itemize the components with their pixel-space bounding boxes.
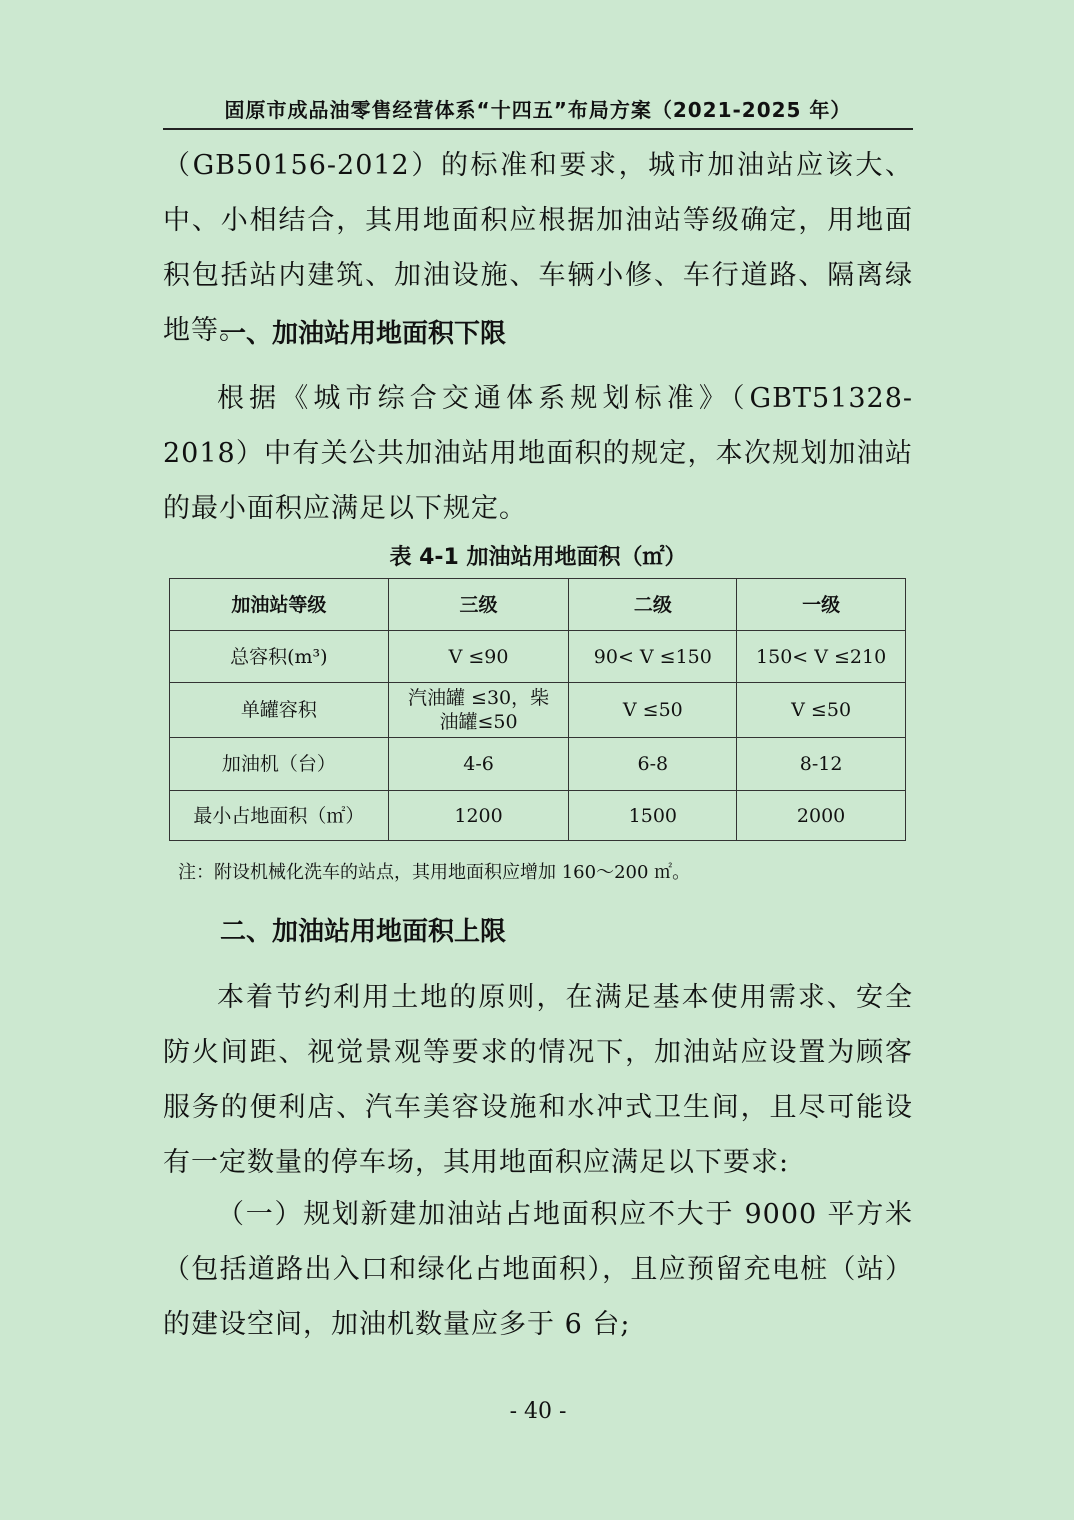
table-cell: 最小占地面积（㎡） bbox=[170, 791, 389, 841]
table-cell: 6-8 bbox=[569, 738, 737, 791]
table-cell: 总容积(m³) bbox=[170, 631, 389, 683]
section-heading-upper-limit: 二、加油站用地面积上限 bbox=[220, 917, 507, 947]
paragraph-lower-limit-basis: 根据《城市综合交通体系规划标准》（GBT51328-2018）中有关公共加油站用地面积的规定，本次规划加油站的最小面积应满足以下规定。 bbox=[163, 383, 913, 524]
table-row bbox=[170, 791, 906, 841]
table-header-cell: 一级 bbox=[737, 579, 906, 631]
table-header-cell: 三级 bbox=[388, 579, 569, 631]
table-cell: 1200 bbox=[388, 791, 569, 841]
table-cell: 150< V ≤210 bbox=[737, 631, 906, 683]
table-cell: 90< V ≤150 bbox=[569, 631, 737, 683]
table-row bbox=[170, 631, 906, 683]
table-header-cell: 加油站等级 bbox=[170, 579, 389, 631]
table-cell: 2000 bbox=[737, 791, 906, 841]
table-row bbox=[170, 738, 906, 791]
land-area-table bbox=[169, 578, 906, 841]
table-cell: 加油机（台） bbox=[170, 738, 389, 791]
table-cell: V ≤50 bbox=[737, 683, 906, 738]
section-heading-lower-limit: 一、加油站用地面积下限 bbox=[220, 319, 507, 349]
table-cell: 1500 bbox=[569, 791, 737, 841]
page-number: - 40 - bbox=[509, 1399, 567, 1424]
table-cell: 单罐容积 bbox=[170, 683, 389, 738]
table-cell: V ≤90 bbox=[388, 631, 569, 683]
header-divider bbox=[163, 128, 913, 130]
table-row bbox=[170, 683, 906, 738]
paragraph-new-station-area: （一）规划新建加油站占地面积应不大于 9000 平方米（包括道路出入口和绿化占地面积），且应预留充电桩（站）的建设空间，加油机数量应多于 6 台; bbox=[163, 1199, 913, 1340]
table-cell: 8-12 bbox=[737, 738, 906, 791]
table-note: 注：附设机械化洗车的站点，其用地面积应增加 160～200 ㎡。 bbox=[178, 862, 691, 883]
page-header-title: 固原市成品油零售经营体系“十四五”布局方案（2021-2025 年） bbox=[224, 98, 852, 122]
table-cell: 4-6 bbox=[388, 738, 569, 791]
paragraph-standard-requirements: （GB50156-2012）的标准和要求，城市加油站应该大、中、小相结合，其用地面积应根据加油站等级确定，用地面积包括站内建筑、加油设施、车辆小修、车行道路、隔离绿地等。 bbox=[163, 150, 913, 346]
table-cell: V ≤50 bbox=[569, 683, 737, 738]
table-header-row bbox=[170, 579, 906, 631]
table-caption: 表 4-1 加油站用地面积（㎡） bbox=[389, 545, 687, 570]
table-cell: 汽油罐 ≤30，柴油罐≤50 bbox=[388, 683, 569, 738]
table-header-cell: 二级 bbox=[569, 579, 737, 631]
paragraph-upper-limit-principle: 本着节约利用土地的原则，在满足基本使用需求、安全防火间距、视觉景观等要求的情况下，加油站应设置为顾客服务的便利店、汽车美容设施和水冲式卫生间，且尽可能设有一定数量的停车场，其用地面积应满足以下要求: bbox=[163, 982, 913, 1178]
